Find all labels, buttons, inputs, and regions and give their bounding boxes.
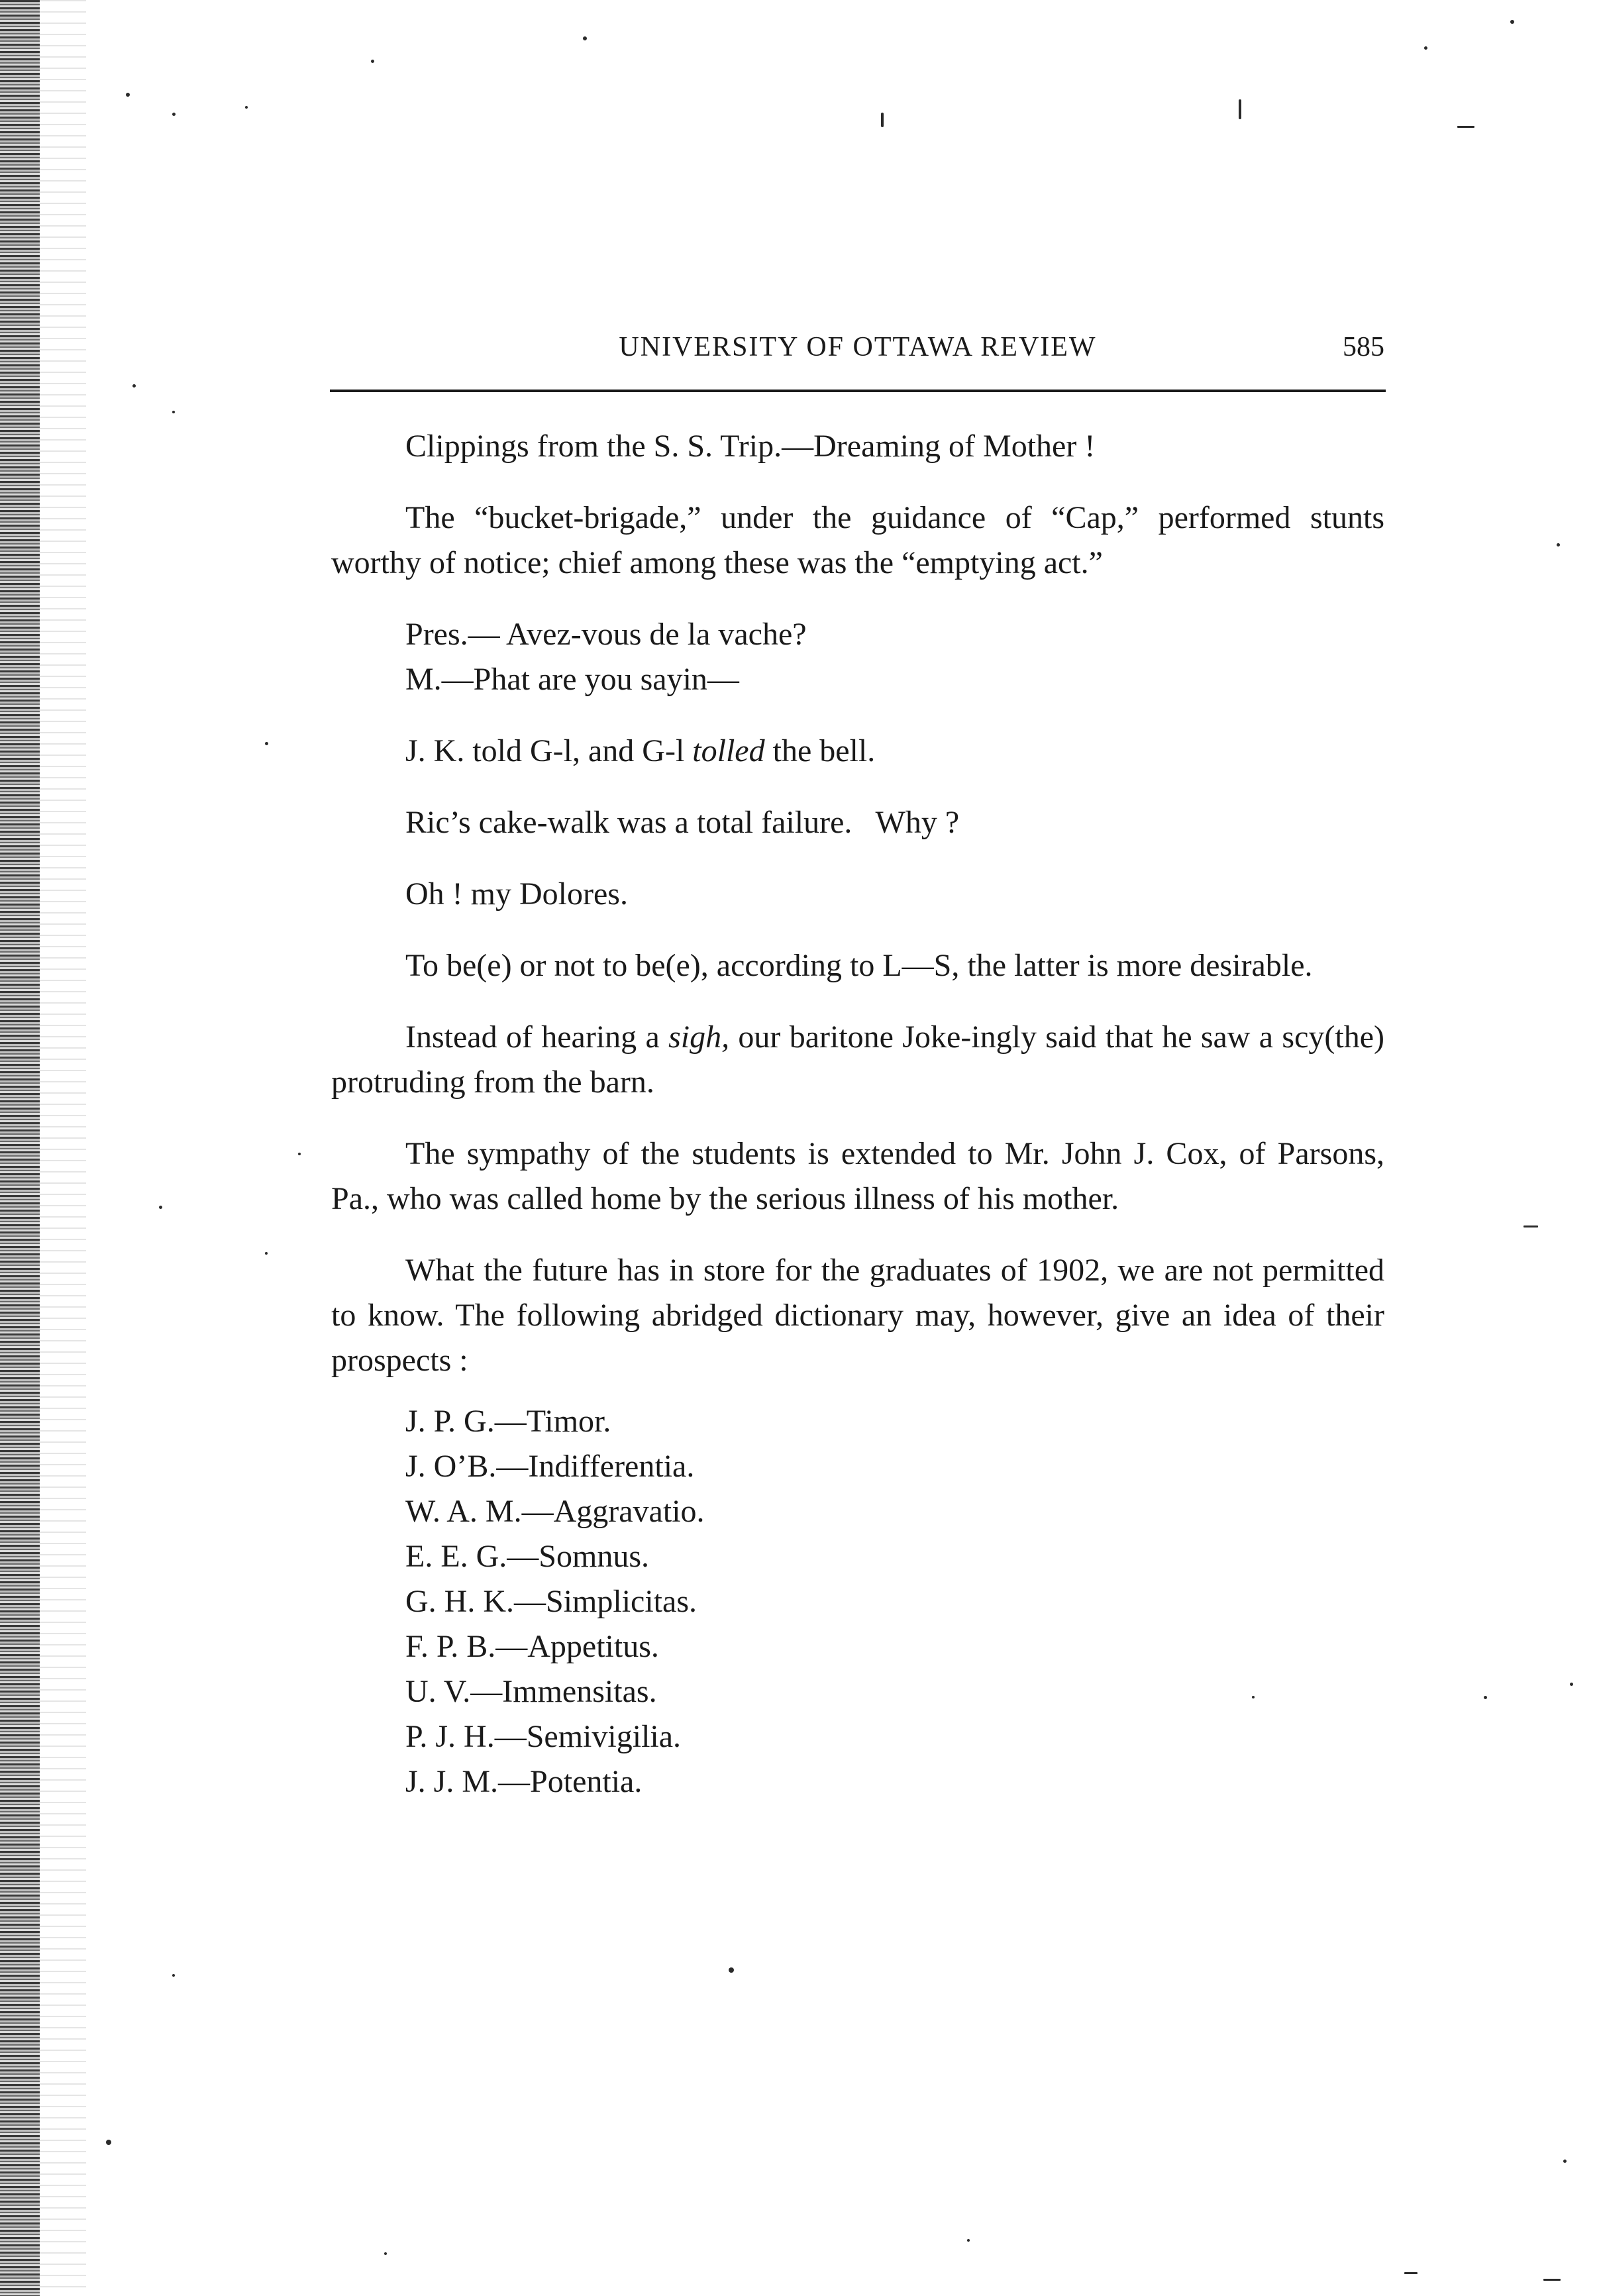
text-run: the bell. <box>764 733 876 768</box>
dialogue-line: M.—Phat are you sayin— <box>405 662 739 697</box>
paragraph: Oh ! my Dolores. <box>405 876 628 912</box>
paragraph <box>331 729 1384 774</box>
dictionary-entry: J. O’B.—Indifferentia. <box>405 1449 695 1484</box>
paragraph: To be(e) or not to be(e), according to L—S, the latter is more desirable. <box>405 948 1313 983</box>
dialogue-block <box>331 612 1384 702</box>
running-title: UNIVERSITY OF OTTAWA REVIEW <box>619 332 1097 362</box>
page-number: 585 <box>1343 332 1384 362</box>
dictionary-entry: G. H. K.—Simplicitas. <box>405 1584 697 1619</box>
header-rule <box>330 390 1386 392</box>
dictionary-entry: W. A. M.—Aggravatio. <box>405 1494 705 1529</box>
dictionary-entry: J. J. M.—Potentia. <box>405 1764 643 1799</box>
dictionary-entry: U. V.—Immensitas. <box>405 1674 657 1709</box>
abridged-dictionary <box>331 1399 1384 1804</box>
paragraph: Clippings from the S. S. Trip.—Dreaming of Mother ! <box>405 429 1096 464</box>
dictionary-entry: P. J. H.—Semivigilia. <box>405 1719 682 1754</box>
paragraph <box>331 1015 1384 1105</box>
paragraph: Ric’s cake-walk was a total failure. Why ? <box>405 805 960 840</box>
dictionary-entry: F. P. B.—Appetitus. <box>405 1629 659 1664</box>
running-header <box>331 331 1384 378</box>
dictionary-entry: J. P. G.—Timor. <box>405 1404 611 1439</box>
italic-text: sigh, <box>668 1019 730 1055</box>
paragraph: The “bucket-brigade,” under the guidance of “Cap,” performed stunts worthy of notice; chief among these was the “emptying act.” <box>331 500 1384 580</box>
article-body <box>331 424 1384 1804</box>
text-run: Instead of hearing a <box>405 1019 669 1055</box>
dictionary-entry: E. E. G.—Somnus. <box>405 1539 650 1574</box>
text-run: our baritone Joke-ingly said that he saw a scy(the) protruding from the barn. <box>331 1019 1384 1100</box>
paragraph: The sympathy of the students is extended to Mr. John J. Cox, of Parsons, Pa., who was called home by the serious illness of his mother. <box>331 1136 1384 1216</box>
italic-text: tolled <box>692 733 765 768</box>
paragraph: What the future has in store for the graduates of 1902, we are not permitted to know. The following abridged dictionary may, however, give an idea of their prospects : <box>331 1253 1384 1378</box>
text-run: J. K. told G-l, and G-l <box>405 733 693 768</box>
dialogue-line: Pres.— Avez-vous de la vache? <box>405 617 807 652</box>
binding-edge <box>0 0 40 2296</box>
